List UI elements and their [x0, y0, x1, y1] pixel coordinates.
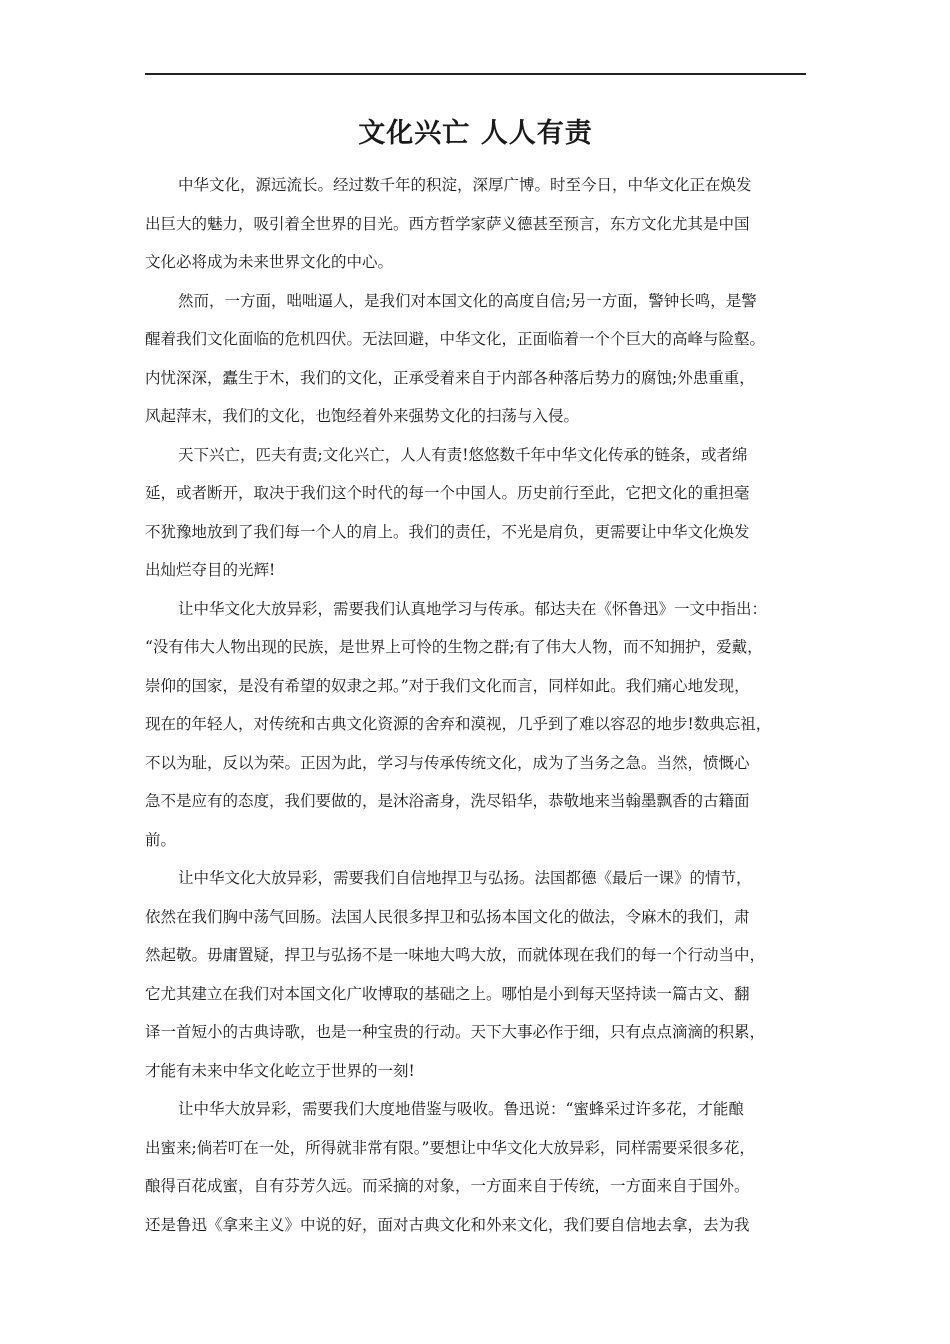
paragraph-line: 急不是应有的态度，我们要做的，是沐浴斋身，洗尽铅华，恭敬地来当翰墨飘香的古籍面	[145, 792, 750, 810]
paragraph-line: 中华文化，源远流长。经过数千年的积淀，深厚广博。时至今日，中华文化正在焕发	[178, 176, 752, 194]
paragraph-line: 让中华文化大放异彩，需要我们自信地捍卫与弘扬。法国都德《最后一课》的情节，	[178, 869, 752, 887]
paragraph-line: 译一首短小的古典诗歌，也是一种宝贵的行动。天下大事必作于细，只有点点滴滴的积累，	[145, 1023, 766, 1041]
paragraph-line: 让中华文化大放异彩，需要我们认真地学习与传承。郁达夫在《怀鲁迅》一文中指出：	[178, 599, 768, 618]
paragraph-line: 不以为耻，反以为荣。正因为此，学习与传承传统文化，成为了当务之急。当然，愤慨心	[145, 753, 750, 772]
paragraph	[145, 166, 807, 282]
paragraph-line: “没有伟大人物出现的民族，是世界上可怜的生物之群;有了伟大人物，而不知拥护，爱戴，	[145, 638, 763, 656]
paragraph-line: 依然在我们胸中荡气回肠。法国人民很多捍卫和弘扬本国文化的做法，令麻木的我们，肃	[145, 907, 750, 926]
paragraph	[145, 859, 807, 1090]
paragraph-line: 出灿烂夺目的光辉!	[145, 561, 276, 579]
document-title: 文化兴亡 人人有责	[358, 118, 593, 149]
paragraph-line: 酿得百花成蜜，自有芬芳久远。而采摘的对象，一方面来自于传统，一方面来自于国外。	[145, 1177, 750, 1195]
paragraph-line: 然起敬。毋庸置疑，捍卫与弘扬不是一味地大鸣大放，而就体现在我们的每一个行动当中，	[145, 946, 766, 964]
paragraph-line: 前。	[145, 830, 177, 849]
paragraph-line: 还是鲁迅《拿来主义》中说的好，面对古典文化和外来文化，我们要自信地去拿，去为我	[145, 1215, 750, 1234]
paragraph-line: 出蜜来;倘若叮在一处，所得就非常有限。”要想让中华文化大放异彩，同样需要采很多花，	[145, 1138, 755, 1157]
paragraph-line: 崇仰的国家，是没有希望的奴隶之邦。”对于我们文化而言，同样如此。我们痛心地发现，	[145, 676, 750, 695]
paragraph-line: 不犹豫地放到了我们每一个人的肩上。我们的责任，不光是肩负，更需要让中华文化焕发	[145, 522, 750, 541]
paragraph-line: 天下兴亡，匹夫有责;文化兴亡，人人有责!悠悠数千年中华文化传承的链条，或者绵	[178, 445, 748, 464]
paragraph-line: 文化必将成为未来世界文化的中心。	[145, 253, 394, 271]
paragraph-line: 它尤其建立在我们对本国文化广收博取的基础之上。哪怕是小到每天坚持读一篇古文、翻	[145, 984, 750, 1003]
paragraph-line: 醒着我们文化面临的危机四伏。无法回避，中华文化，正面临着一个个巨大的高峰与险壑。	[145, 330, 766, 348]
document-body	[145, 166, 807, 1244]
paragraph-line: 出巨大的魅力，吸引着全世界的目光。西方哲学家萨义德甚至预言，东方文化尤其是中国	[145, 214, 750, 233]
paragraph	[145, 1090, 807, 1244]
paragraph-line: 风起萍末，我们的文化，也饱经着外来强势文化的扫荡与入侵。	[145, 407, 580, 425]
paragraph	[145, 590, 807, 860]
paragraph-line: 内忧深深，蠹生于木，我们的文化，正承受着来自于内部各种落后势力的腐蚀;外患重重，	[145, 368, 755, 387]
paragraph-line: 让中华大放异彩，需要我们大度地借鉴与吸收。鲁迅说：“蜜蜂采过许多花，才能酿	[178, 1100, 744, 1118]
paragraph	[145, 282, 807, 436]
paragraph-line: 延，或者断开，取决于我们这个时代的每一个中国人。历史前行至此，它把文化的重担毫	[145, 484, 750, 502]
paragraph-line: 然而，一方面，咄咄逼人，是我们对本国文化的高度自信;另一方面，警钟长鸣，是警	[178, 291, 757, 310]
paragraph	[145, 436, 807, 590]
header-rule	[145, 73, 806, 75]
paragraph-line: 才能有未来中华文化屹立于世界的一刻!	[145, 1061, 415, 1080]
paragraph-line: 现在的年轻人，对传统和古典文化资源的舍弃和漠视，几乎到了难以容忍的地步!数典忘祖，	[145, 715, 772, 733]
